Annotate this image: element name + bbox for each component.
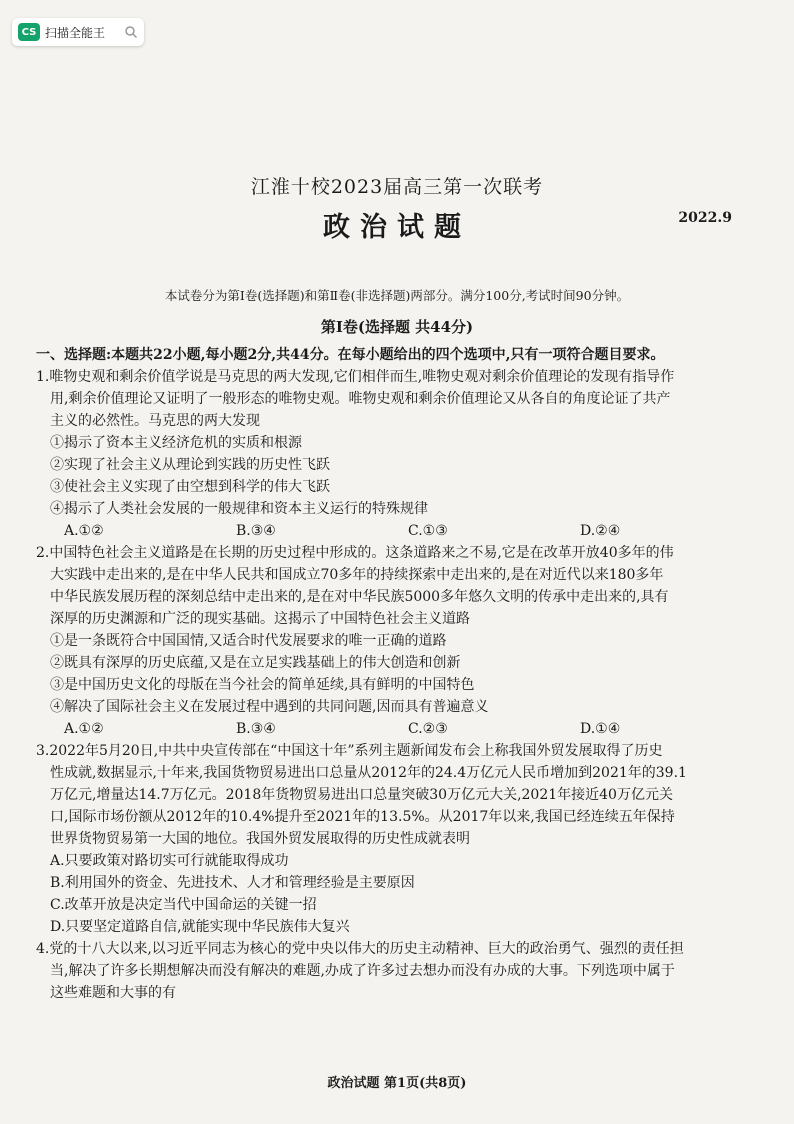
statement-item: ①揭示了资本主义经济危机的实质和根源 (50, 435, 302, 451)
question-3 (36, 740, 762, 938)
option-b: B.③④ (236, 523, 276, 539)
section-title: 第Ⅰ卷(选择题 共44分) (320, 318, 474, 336)
question-4 (36, 938, 762, 1004)
question-stem-line: 这些难题和大事的有 (50, 985, 176, 1001)
page-footer: 政治试题 第1页(共8页) (327, 1076, 467, 1091)
statement-item: ②既具有深厚的历史底蕴,又是在立足实践基础上的伟大创造和创新 (50, 655, 461, 671)
scanner-logo: CS (18, 23, 40, 41)
option-b: B.③④ (236, 721, 276, 737)
exam-date: 2022.9 (678, 210, 732, 226)
subject-title: 政治试题 (323, 212, 471, 243)
option-d: D.只要坚定道路自信,就能实现中华民族伟大复兴 (50, 919, 350, 935)
option-d: D.②④ (580, 523, 621, 539)
answer-options (36, 718, 762, 740)
statement-item: ①是一条既符合中国国情,又适合时代发展要求的唯一正确的道路 (50, 633, 447, 649)
option-a: A.只要政策对路切实可行就能取得成功 (50, 853, 289, 869)
question-stem-line: 大实践中走出来的,是在中华人民共和国成立70多年的持续探索中走出来的,是在对近代以来180多年 (50, 567, 664, 583)
exam-intro: 本试卷分为第Ⅰ卷(选择题)和第Ⅱ卷(非选择题)两部分。满分100分,考试时间90分钟。 (164, 288, 630, 303)
option-b: B.利用国外的资金、先进技术、人才和管理经验是主要原因 (50, 875, 415, 891)
question-1 (36, 366, 762, 542)
search-icon (124, 25, 138, 39)
question-stem-line: 4.党的十八大以来,以习近平同志为核心的党中央以伟大的历史主动精神、巨大的政治勇气、强烈的责任担 (36, 941, 684, 957)
question-stem-line: 当,解决了许多长期想解决而没有解决的难题,办成了许多过去想办而没有办成的大事。下列选项中属于 (50, 963, 675, 979)
statement-item: ④解决了国际社会主义在发展过程中遇到的共同问题,因而具有普遍意义 (50, 699, 489, 715)
section-instruction: 一、选择题:本题共22小题,每小题2分,共44分。在每小题给出的四个选项中,只有一项符合题目要求。 (36, 347, 665, 363)
scanner-watermark-badge (12, 18, 144, 46)
statement-item: ③是中国历史文化的母版在当今社会的简单延续,具有鲜明的中国特色 (50, 677, 475, 693)
question-2 (36, 542, 762, 740)
statement-item: ④揭示了人类社会发展的一般规律和资本主义运行的特殊规律 (50, 501, 428, 517)
statement-item: ②实现了社会主义从理论到实践的历史性飞跃 (50, 457, 330, 473)
answer-options (36, 520, 762, 542)
option-a: A.①② (64, 721, 104, 737)
questions-body (36, 344, 762, 1004)
exam-name: 江淮十校2023届高三第一次联考 (250, 176, 544, 198)
question-stem-line: 性成就,数据显示,十年来,我国货物贸易进出口总量从2012年的24.4万亿元人民币增加到2021年的39.1 (50, 765, 687, 781)
option-c: C.②③ (408, 721, 448, 737)
question-stem-line: 3.2022年5月20日,中共中央宣传部在“中国这十年”系列主题新闻发布会上称我国外贸发展取得了历史 (36, 743, 663, 759)
statement-item: ③使社会主义实现了由空想到科学的伟大飞跃 (50, 479, 330, 495)
question-stem-line: 中华民族发展历程的深刻总结中走出来的,是在对中华民族5000多年悠久文明的传承中走出来的,具有 (50, 589, 669, 605)
option-d: D.①④ (580, 721, 621, 737)
question-stem-line: 深厚的历史渊源和广泛的现实基础。这揭示了中国特色社会主义道路 (50, 611, 470, 627)
question-stem-line: 1.唯物史观和剩余价值学说是马克思的两大发现,它们相伴而生,唯物史观对剩余价值理论的发现有指导作 (36, 369, 675, 385)
option-c: C.改革开放是决定当代中国命运的关键一招 (50, 897, 317, 913)
question-stem-line: 万亿元,增量达14.7万亿元。2018年货物贸易进出口总量突破30万亿元大关,2021年接近40万亿元关 (50, 787, 673, 803)
option-a: A.①② (64, 523, 104, 539)
option-c: C.①③ (408, 523, 448, 539)
question-stem-line: 用,剩余价值理论又证明了一般形态的唯物史观。唯物史观和剩余价值理论又从各自的角度论证了共产 (50, 391, 671, 407)
question-stem-line: 世界货物贸易第一大国的地位。我国外贸发展取得的历史性成就表明 (50, 831, 470, 847)
scanner-app-name: 扫描全能王 (45, 25, 106, 40)
question-stem-line: 口,国际市场份额从2012年的10.4%提升至2021年的13.5%。从2017年以来,我国已经连续五年保持 (50, 809, 675, 825)
question-stem-line: 2.中国特色社会主义道路是在长期的历史过程中形成的。这条道路来之不易,它是在改革开放40多年的伟 (36, 545, 674, 561)
question-stem-line: 主义的必然性。马克思的两大发现 (50, 413, 260, 429)
